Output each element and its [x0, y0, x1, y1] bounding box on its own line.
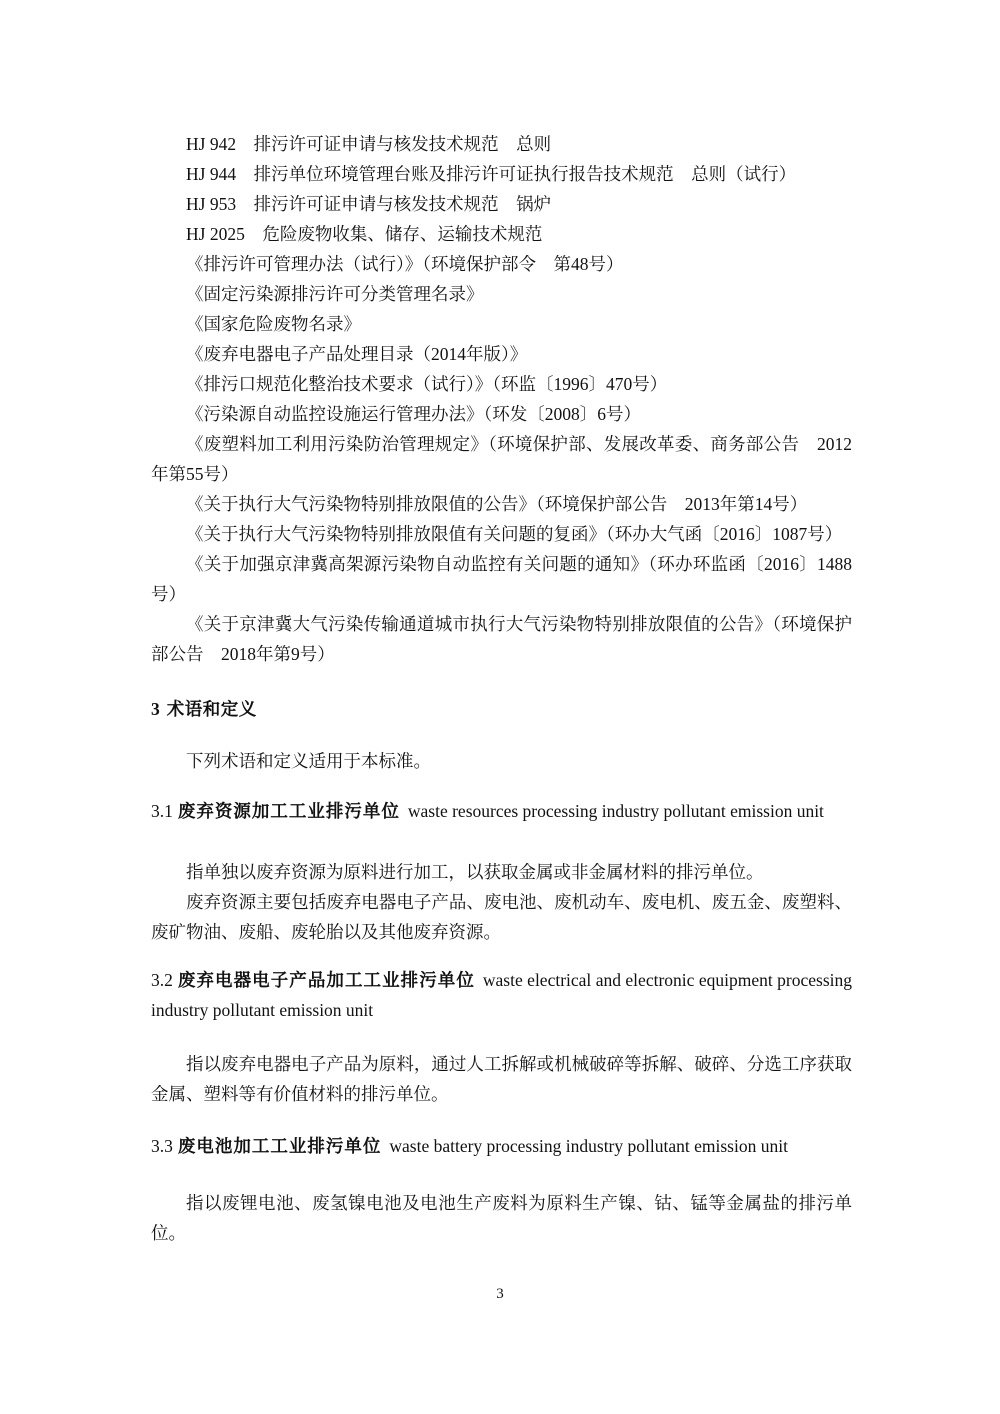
term-title-en: waste electrical and electronic equipment processing industry pollutant emission unit: [151, 970, 852, 1020]
term-heading-3-1: [151, 796, 852, 826]
term-heading-3-2: [151, 965, 852, 1025]
reference-item: HJ 2025 危险废物收集、储存、运输技术规范: [186, 224, 543, 244]
reference-item: 《废塑料加工利用污染防治管理规定》（环境保护部、发展改革委、商务部公告 2012年第55号）: [151, 434, 852, 484]
term-title-en: waste resources processing industry pollutant emission unit: [407, 801, 824, 821]
reference-item: 《关于执行大气污染物特别排放限值的公告》（环境保护部公告 2013年第14号）: [186, 494, 808, 514]
section-title: 术语和定义: [166, 699, 257, 719]
term-title-en: waste battery processing industry pollutant emission unit: [389, 1136, 788, 1156]
page-number: 3: [496, 1286, 504, 1302]
document-content: [151, 0, 852, 1248]
term-title-zh: 废弃资源加工工业排污单位: [177, 801, 400, 821]
term-heading-3-3: [151, 1131, 852, 1161]
definition-paragraph: 废弃资源主要包括废弃电器电子产品、废电池、废机动车、废电机、废五金、废塑料、废矿物油、废船、废轮胎以及其他废弃资源。: [151, 892, 852, 942]
reference-item: 《排污许可管理办法（试行）》（环境保护部令 第48号）: [186, 254, 624, 274]
definition-paragraph: 指单独以废弃资源为原料进行加工，以获取金属或非金属材料的排污单位。: [186, 862, 764, 882]
term-title-zh: 废电池加工工业排污单位: [177, 1136, 382, 1156]
term-number: 3.2: [151, 970, 173, 990]
reference-item: 《废弃电器电子产品处理目录（2014年版）》: [186, 344, 528, 364]
reference-item: 《固定污染源排污许可分类管理名录》: [186, 284, 484, 304]
reference-item: HJ 953 排污许可证申请与核发技术规范 锅炉: [186, 194, 552, 214]
reference-item: 《关于加强京津冀高架源污染物自动监控有关问题的通知》（环办环监函〔2016〕1488号）: [151, 554, 852, 604]
reference-item: 《排污口规范化整治技术要求（试行）》（环监〔1996〕470号）: [186, 374, 668, 394]
reference-item: 《关于执行大气污染物特别排放限值有关问题的复函》（环办大气函〔2016〕1087号）: [186, 524, 843, 544]
section-heading-terms-and-definitions: [151, 694, 852, 724]
reference-item: 《关于京津冀大气污染传输通道城市执行大气污染物特别排放限值的公告》（环境保护部公告 2018年第9号）: [151, 614, 852, 664]
reference-item: 《污染源自动监控设施运行管理办法》（环发〔2008〕6号）: [186, 404, 641, 424]
term-number: 3.1: [151, 801, 173, 821]
definition-paragraph: 指以废弃电器电子产品为原料，通过人工拆解或机械破碎等拆解、破碎、分选工序获取金属、塑料等有价值材料的排污单位。: [151, 1054, 852, 1104]
term-title-zh: 废弃电器电子产品加工工业排污单位: [177, 970, 475, 990]
section-intro-paragraph: 下列术语和定义适用于本标准。: [186, 751, 431, 771]
term-number: 3.3: [151, 1136, 173, 1156]
definition-paragraph: 指以废锂电池、废氢镍电池及电池生产废料为原料生产镍、钴、锰等金属盐的排污单位。: [151, 1193, 852, 1243]
reference-item: HJ 942 排污许可证申请与核发技术规范 总则: [186, 134, 552, 154]
reference-item: HJ 944 排污单位环境管理台账及排污许可证执行报告技术规范 总则（试行）: [186, 164, 797, 184]
section-number: 3: [151, 699, 160, 719]
reference-item: 《国家危险废物名录》: [186, 314, 361, 334]
